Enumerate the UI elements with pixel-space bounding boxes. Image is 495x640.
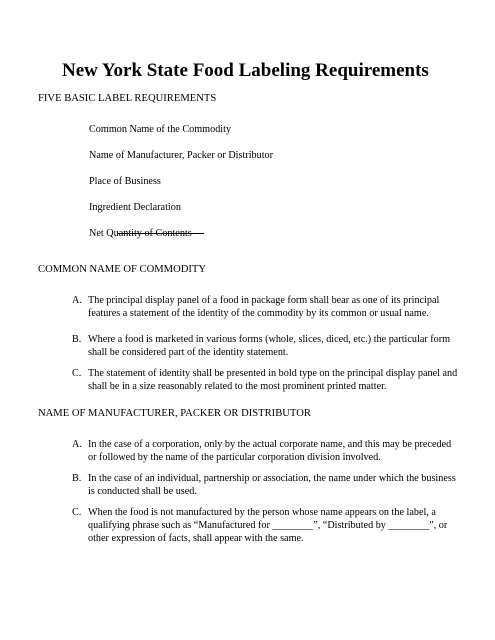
section-divider <box>118 233 204 234</box>
page-title: New York State Food Labeling Requirements <box>62 60 429 81</box>
section-heading-basic-requirements: FIVE BASIC LABEL REQUIREMENTS <box>38 93 217 104</box>
item-letter: A. <box>72 295 82 306</box>
item-letter: C. <box>72 368 82 379</box>
item-letter: A. <box>72 439 82 450</box>
section-heading-manufacturer: NAME OF MANUFACTURER, PACKER OR DISTRIBUTOR <box>38 408 311 419</box>
basic-requirement-item: Net Quantity of Contents <box>89 228 192 239</box>
section-heading-common-name: COMMON NAME OF COMMODITY <box>38 264 207 275</box>
item-text: The principal display panel of a food in package form shall bear as one of its principal features a statement of the identity of the commodity by its common or usual name. <box>88 295 440 319</box>
basic-requirement-item: Ingredient Declaration <box>89 202 181 213</box>
basic-requirement-item: Name of Manufacturer, Packer or Distributor <box>89 150 274 161</box>
item-text: In the case of a corporation, only by the actual corporate name, and this may be preceded or followed by the name of the particular corporation division involved. <box>88 439 452 463</box>
basic-requirement-item: Common Name of the Commodity <box>89 124 232 135</box>
item-letter: C. <box>72 507 82 518</box>
item-text: In the case of an individual, partnership or association, the name under which the business is conducted shall be used. <box>88 473 456 497</box>
item-text: The statement of identity shall be presented in bold type on the principal display panel and shall be in a size reasonably related to the most prominent printed matter. <box>88 368 458 392</box>
item-letter: B. <box>72 473 82 484</box>
item-text: Where a food is marketed in various forms (whole, slices, diced, etc.) the particular form shall be considered part of the identity statement. <box>88 334 451 358</box>
item-text: When the food is not manufactured by the person whose name appears on the label, a qualifying phrase such as “Manufactured for ________”, “Distributed by ________”, or other expression of facts, shall appear with the same. <box>88 507 448 544</box>
basic-requirement-item: Place of Business <box>89 176 161 187</box>
item-letter: B. <box>72 334 82 345</box>
